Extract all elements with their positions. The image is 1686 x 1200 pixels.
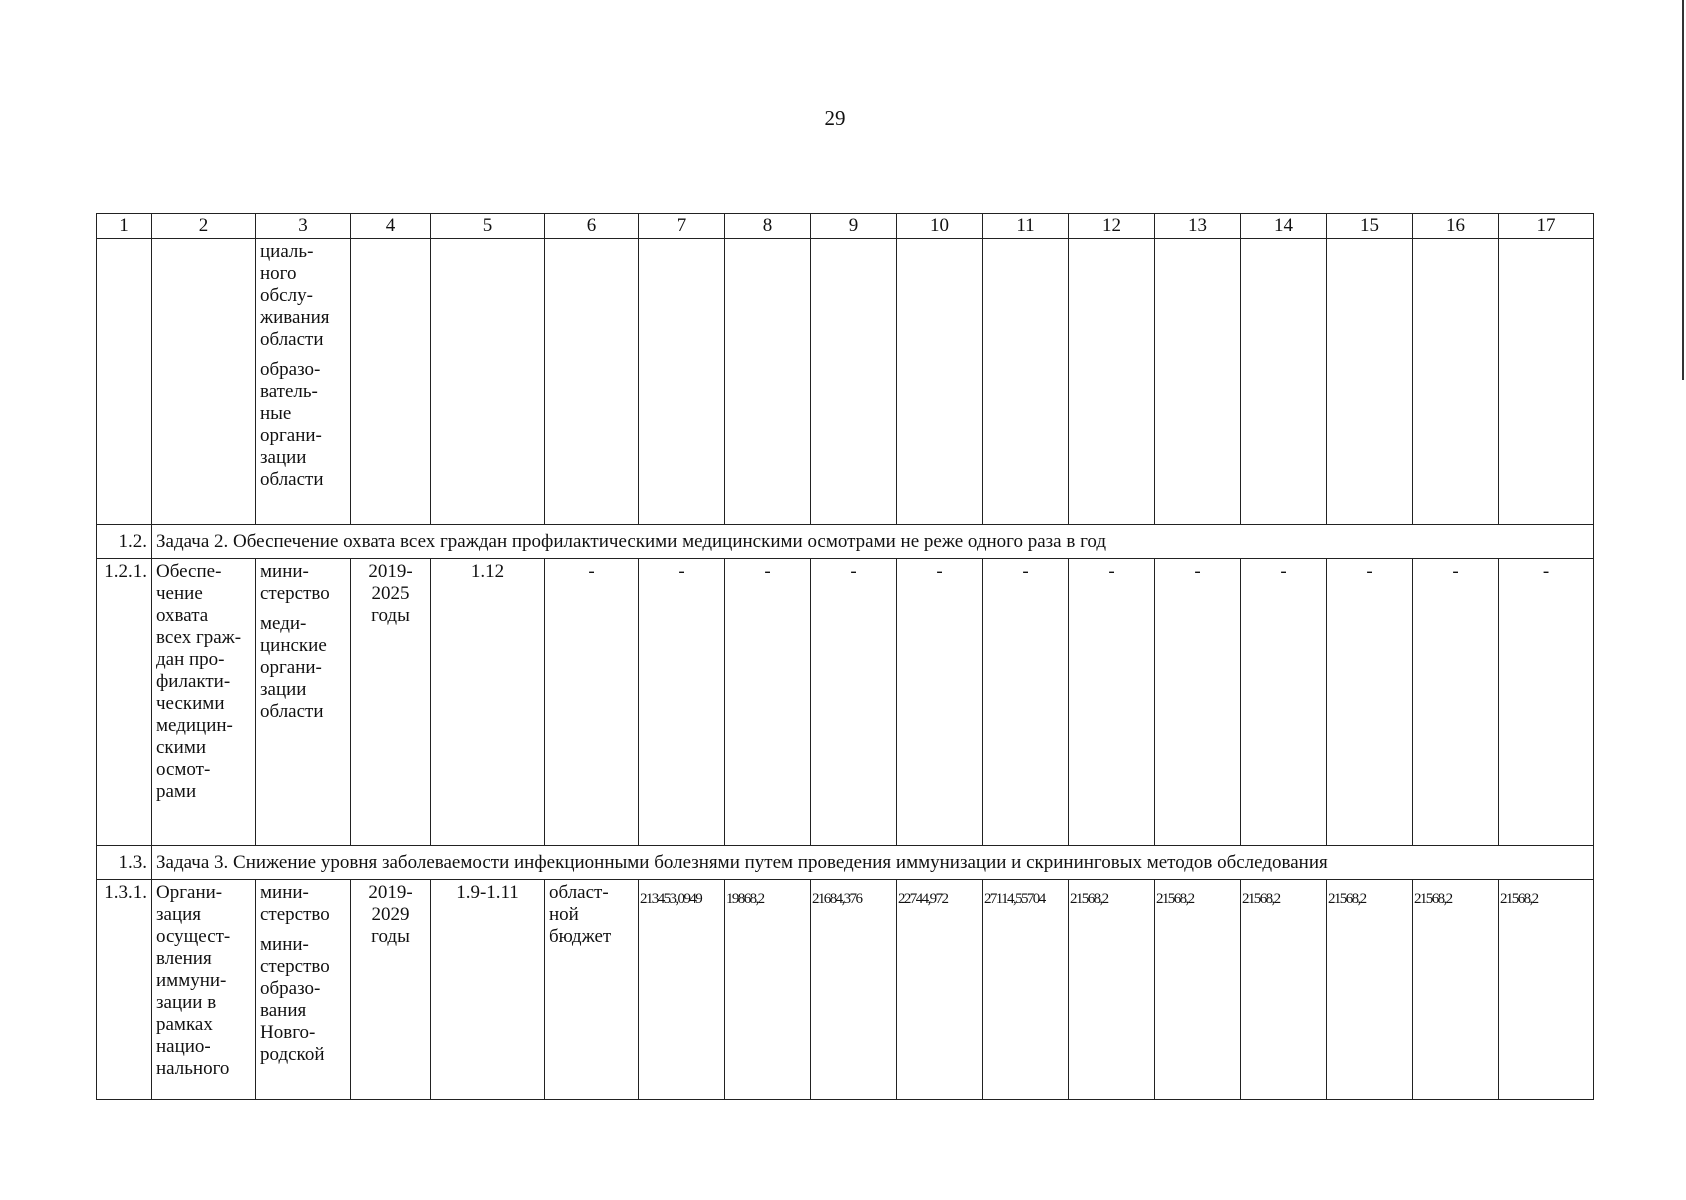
measure-name: Обеспе- чение охвата всех граж- дан про- филакти- ческими медицин- скими осмот- рами (152, 559, 256, 846)
col-header: 11 (983, 214, 1069, 239)
col-header: 6 (545, 214, 639, 239)
value-cell: 21684,376 (811, 880, 897, 1100)
value-cell: 22744,972 (897, 880, 983, 1100)
value-cell: 27114,55704 (983, 880, 1069, 1100)
executor: циаль- ного обслу- живания области (260, 241, 330, 350)
period: 2019- 2025 годы (351, 559, 431, 846)
col-header: 15 (1327, 214, 1413, 239)
table-row (97, 880, 1594, 1100)
cell (811, 239, 897, 525)
cell (725, 239, 811, 525)
cell (431, 239, 545, 525)
value-cell: - (1069, 559, 1155, 846)
col-header: 9 (811, 214, 897, 239)
value-cell: - (1327, 559, 1413, 846)
cell (97, 239, 152, 525)
value-cell: - (1155, 559, 1241, 846)
funding-source: област- ной бюджет (545, 880, 639, 1100)
cell (351, 239, 431, 525)
executor: мини- стерство образо- вания Новго- родской (260, 934, 330, 1065)
value-cell: 21568,2 (1327, 880, 1413, 1100)
continuation-row (97, 239, 1594, 525)
value-cell: 21568,2 (1241, 880, 1327, 1100)
col-header: 8 (725, 214, 811, 239)
executor: меди- цинские органи- зации области (260, 613, 327, 722)
cell (983, 239, 1069, 525)
executors-cell (256, 880, 351, 1100)
cell (1241, 239, 1327, 525)
col-header: 4 (351, 214, 431, 239)
cell (639, 239, 725, 525)
value-cell: - (639, 559, 725, 846)
value-cell: - (897, 559, 983, 846)
executor: мини- стерство (260, 561, 330, 604)
value-cell: - (725, 559, 811, 846)
col-header: 2 (152, 214, 256, 239)
cell (1499, 239, 1594, 525)
cell (1155, 239, 1241, 525)
executor: мини- стерство (260, 882, 330, 925)
measure-name: Органи- зация осущест- вления иммуни- зации в рамках нацио- нального (152, 880, 256, 1100)
col-header: 5 (431, 214, 545, 239)
cell (1327, 239, 1413, 525)
task-row (97, 846, 1594, 880)
value-cell: - (811, 559, 897, 846)
column-number-row (97, 214, 1594, 239)
value-cell: - (983, 559, 1069, 846)
col-header: 7 (639, 214, 725, 239)
row-number: 1.3.1. (97, 880, 152, 1100)
value-cell: - (545, 559, 639, 846)
cell (1413, 239, 1499, 525)
col-header: 17 (1499, 214, 1594, 239)
col-header: 10 (897, 214, 983, 239)
col-header: 16 (1413, 214, 1499, 239)
value-cell: 19868,2 (725, 880, 811, 1100)
col-header: 1 (97, 214, 152, 239)
task-number: 1.3. (97, 846, 152, 880)
cell (897, 239, 983, 525)
row-number: 1.2.1. (97, 559, 152, 846)
value-cell: 21568,2 (1155, 880, 1241, 1100)
scan-edge-line (1682, 0, 1684, 380)
task-title: Задача 3. Снижение уровня заболеваемости инфекционными болезнями путем проведения иммунизации и скрининговых методов обследования (152, 846, 1594, 880)
cell (1069, 239, 1155, 525)
indicator: 1.12 (431, 559, 545, 846)
value-cell: 21568,2 (1499, 880, 1594, 1100)
table-row (97, 559, 1594, 846)
task-row (97, 525, 1594, 559)
indicator: 1.9-1.11 (431, 880, 545, 1100)
cell (545, 239, 639, 525)
value-cell: - (1499, 559, 1594, 846)
task-number: 1.2. (97, 525, 152, 559)
value-cell: 213453,0949 (639, 880, 725, 1100)
value-cell: - (1241, 559, 1327, 846)
task-title: Задача 2. Обеспечение охвата всех граждан профилактическими медицинскими осмотрами не реже одного раза в год (152, 525, 1594, 559)
col-header: 13 (1155, 214, 1241, 239)
col-header: 12 (1069, 214, 1155, 239)
executor: образо- ватель- ные органи- зации области (260, 359, 324, 490)
col-header: 14 (1241, 214, 1327, 239)
page-number: 29 (824, 106, 846, 130)
executors-cell (256, 239, 351, 525)
col-header: 3 (256, 214, 351, 239)
value-cell: 21568,2 (1069, 880, 1155, 1100)
program-table (96, 213, 1594, 1100)
period: 2019- 2029 годы (351, 880, 431, 1100)
cell (152, 239, 256, 525)
value-cell: 21568,2 (1413, 880, 1499, 1100)
executors-cell (256, 559, 351, 846)
value-cell: - (1413, 559, 1499, 846)
